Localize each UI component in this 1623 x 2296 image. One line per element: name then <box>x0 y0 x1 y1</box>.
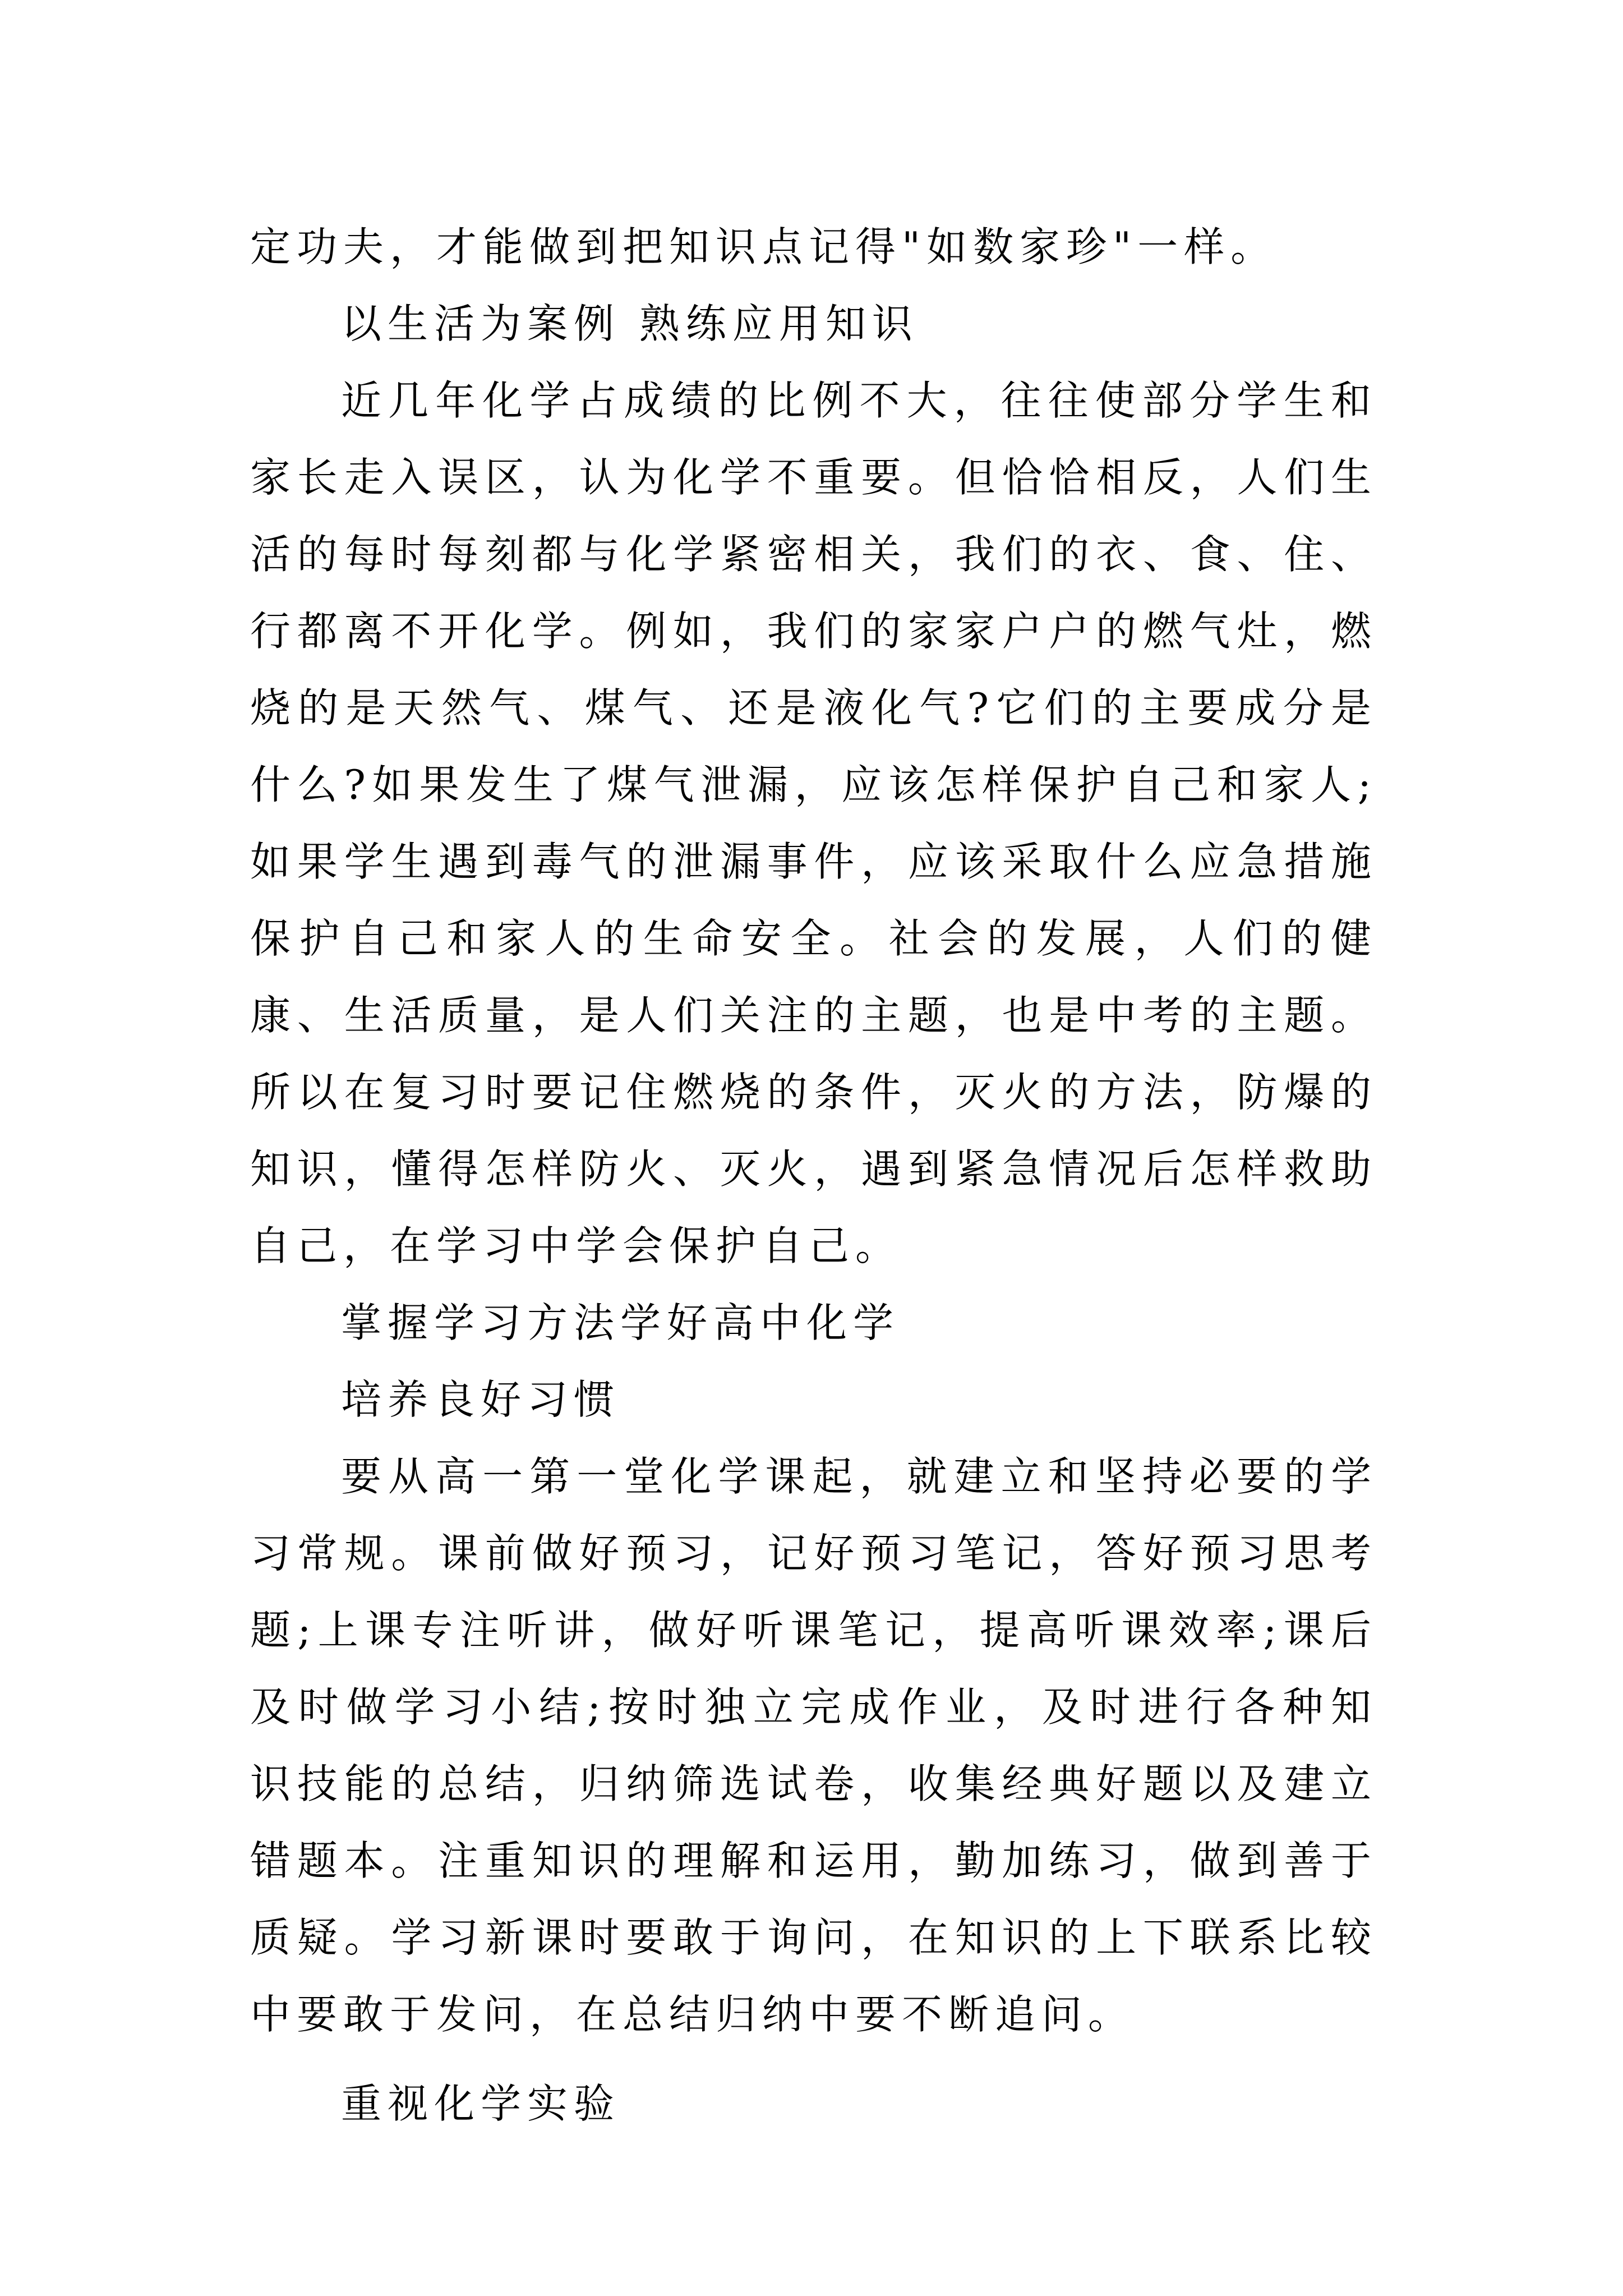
section-heading-good-habits: 培养良好习惯 <box>341 1376 621 1423</box>
section-heading-experiments: 重视化学实验 <box>341 2080 621 2127</box>
section-heading-study-methods: 掌握学习方法学好高中化学 <box>341 1299 900 1346</box>
paragraph-study-routine: 要从高一第一堂化学课起，就建立和坚持必要的学习常规。课前做好预习，记好预习笔记，答好预习思考题;上课专注听讲，做好听课笔记，提高听课效率;课后及时做学习小结;按时独立完成作业，及时进行各种知识技能的总结，归纳筛选试卷，收集经典好题以及建立错题本。注重知识的理解和运用，勤加练习，做到善于质疑。学习新课时要敢于询问，在知识的上下联系比较中要敢于发问，在总结归纳中要不断追问。 <box>250 1453 1377 2038</box>
paragraph-chemistry-in-life: 近几年化学占成绩的比例不大，往往使部分学生和家长走入误区，认为化学不重要。但恰恰相反，人们生活的每时每刻都与化学紧密相关，我们的衣、食、住、行都离不开化学。例如，我们的家家户户的燃气灶，燃烧的是天然气、煤气、还是液化气?它们的主要成分是什么?如果发生了煤气泄漏，应该怎样保护自己和家人;如果学生遇到毒气的泄漏事件，应该采取什么应急措施保护自己和家人的生命安全。社会的发展，人们的健康、生活质量，是人们关注的主题，也是中考的主题。所以在复习时要记住燃烧的条件，灭火的方法，防爆的知识，懂得怎样防火、灭火，遇到紧急情况后怎样救助自己，在学习中学会保护自己。 <box>250 377 1377 1269</box>
document-body <box>250 209 1377 2142</box>
section-heading-life-cases: 以生活为案例 熟练应用知识 <box>341 300 919 347</box>
continuation-paragraph: 定功夫，才能做到把知识点记得"如数家珍"一样。 <box>250 223 1278 270</box>
paragraph-gap <box>250 2053 1377 2065</box>
